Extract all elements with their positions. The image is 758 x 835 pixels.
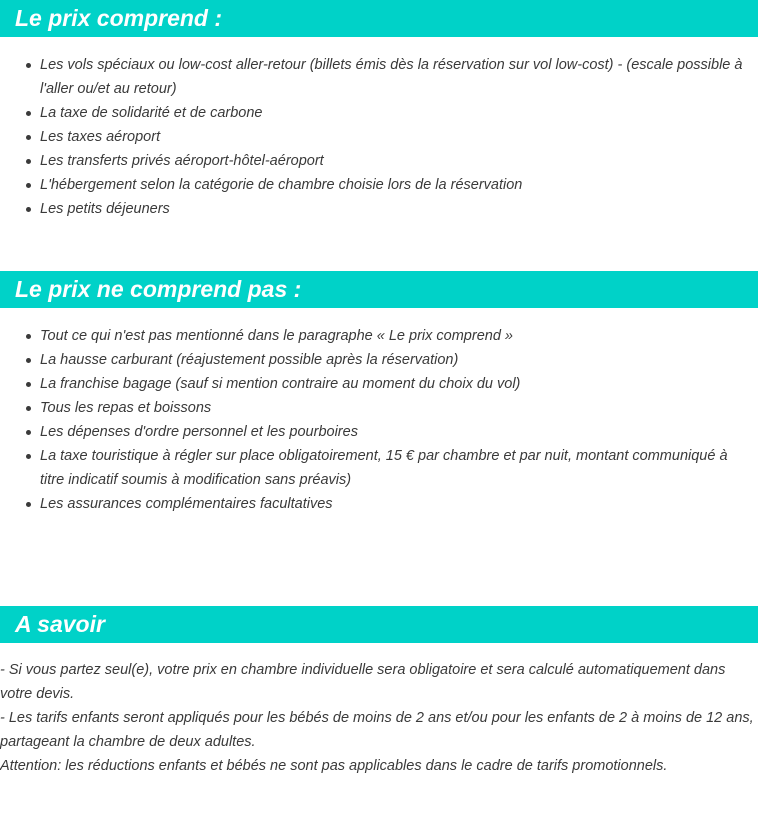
notes-body <box>0 658 758 778</box>
included-item: Les transferts privés aéroport-hôtel-aéroport <box>0 149 758 173</box>
excluded-item: Les assurances complémentaires facultatives <box>0 492 758 516</box>
included-item: La taxe de solidarité et de carbone <box>0 101 758 125</box>
excluded-list <box>0 324 758 516</box>
included-section-title: Le prix comprend : <box>15 5 223 31</box>
notes-section-title: A savoir <box>15 611 105 637</box>
included-item: Les petits déjeuners <box>0 197 758 221</box>
included-list <box>0 53 758 221</box>
included-section-header <box>0 0 758 37</box>
excluded-section-header <box>0 271 758 308</box>
excluded-item: La hausse carburant (réajustement possible après la réservation) <box>0 348 758 372</box>
excluded-section-title: Le prix ne comprend pas : <box>15 276 302 302</box>
excluded-item: Les dépenses d'ordre personnel et les pourboires <box>0 420 758 444</box>
included-item: Les vols spéciaux ou low-cost aller-retour (billets émis dès la réservation sur vol low-cost) - (escale possible à l'aller ou/et au retour) <box>0 53 758 101</box>
included-item: L'hébergement selon la catégorie de chambre choisie lors de la réservation <box>0 173 758 197</box>
notes-line: - Les tarifs enfants seront appliqués pour les bébés de moins de 2 ans et/ou pour les enfants de 2 à moins de 12 ans, partageant la chambre de deux adultes. <box>0 710 754 750</box>
notes-line: Attention: les réductions enfants et bébés ne sont pas applicables dans le cadre de tarifs promotionnels. <box>0 758 668 774</box>
excluded-item: Tout ce qui n'est pas mentionné dans le paragraphe « Le prix comprend » <box>0 324 758 348</box>
notes-section-header <box>0 606 758 643</box>
excluded-item: Tous les repas et boissons <box>0 396 758 420</box>
excluded-item: La franchise bagage (sauf si mention contraire au moment du choix du vol) <box>0 372 758 396</box>
included-item: Les taxes aéroport <box>0 125 758 149</box>
notes-line: - Si vous partez seul(e), votre prix en chambre individuelle sera obligatoire et sera calculé automatiquement dans votre devis. <box>0 662 726 702</box>
excluded-item: La taxe touristique à régler sur place obligatoirement, 15 € par chambre et par nuit, montant communiqué à titre indicatif soumis à modification sans préavis) <box>0 444 758 492</box>
